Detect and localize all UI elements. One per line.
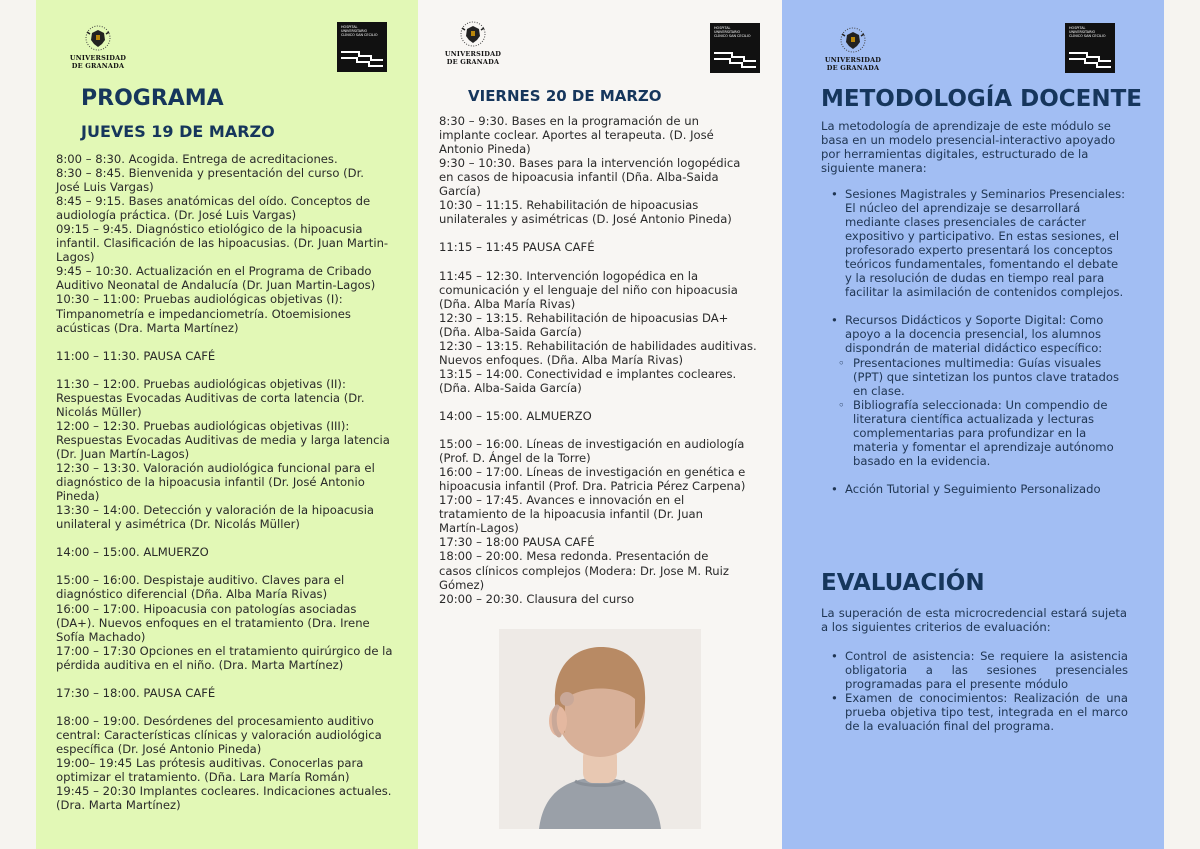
university-name-line1: UNIVERSIDAD — [69, 54, 127, 62]
schedule-line: 8:30 – 9:30. Bases en la programación de un — [439, 114, 699, 128]
university-logo-3 — [818, 26, 888, 72]
schedule-line: 18:00 – 20:00. Mesa redonda. Presentación de — [439, 549, 709, 564]
day1-schedule — [56, 152, 393, 812]
schedule-line: 16:00 – 17:00. Hipoacusia con patologías asociadas — [56, 601, 357, 616]
schedule-line: (Dña. Alba-Saida García) — [439, 324, 582, 339]
schedule-line: 11:15 – 11:45 PAUSA CAFÉ — [439, 240, 595, 255]
schedule-line: Sofía Machado) — [56, 629, 146, 644]
schedule-line: en casos de hipoacusia infantil (Dña. Alba-Saida — [439, 170, 719, 185]
schedule-line: Antonio Pineda) — [439, 142, 531, 157]
schedule-line: 14:00 – 15:00. ALMUERZO — [439, 408, 592, 423]
schedule-line: comunicación y el lenguaje del niño con hipoacusia — [439, 282, 738, 297]
schedule-line: hipoacusia infantil (Prof. Dra. Patricia Pérez Carpena) — [439, 479, 746, 494]
schedule-line: José Luis Vargas) — [56, 180, 154, 195]
hospital-stairs-icon — [710, 49, 760, 71]
hospital-stairs-icon — [337, 48, 387, 70]
schedule-line: (Prof. D. Ángel de la Torre) — [439, 451, 591, 466]
methodology-item-sessions: • Sesiones Magistrales y Seminarios Presenciales: El núcleo del aprendizaje se desarrollará mediante clases presenciales de carácter expositivo y participativo. En estas sesiones, el profesorado experto presentará los conceptos teóricos fundamentales, fomentando el debate y la resolución de dudas en tiempo real para facilitar la asimilación de contenidos complejos. — [828, 187, 1128, 299]
schedule-line: 17:00 – 17:45. Avances e innovación en el — [439, 493, 685, 508]
schedule-line: 16:00 – 17:00. Líneas de investigación en genética e — [439, 465, 746, 480]
evaluation-item-attendance: • Control de asistencia: Se requiere la asistencia obligatoria a las sesiones presenciales programadas para el presente módulo — [828, 649, 1128, 691]
schedule-line — [439, 226, 757, 240]
schedule-line: 20:00 – 20:30. Clausura del curso — [439, 591, 635, 606]
schedule-line: tratamiento de la hipoacusia infantil (Dr. Juan — [439, 507, 703, 522]
schedule-line — [439, 423, 757, 437]
schedule-line — [56, 559, 393, 573]
schedule-line: 15:00 – 16:00. Líneas de investigación en audiología — [439, 437, 745, 452]
schedule-line: unilaterales y asimétricas (D. José Antonio Pineda) — [439, 212, 732, 227]
schedule-line: (Dr. Juan Martín-Lagos) — [56, 446, 190, 461]
evaluation-item-exam: • Examen de conocimientos: Realización de una prueba objetiva tipo test, integrada en el marco de la evaluación final del programa. — [828, 691, 1128, 733]
resources-subitem-presentations: ◦ Presentaciones multimedia: Guías visuales (PPT) que sintetizan los puntos clave tratados en clase. — [836, 356, 1128, 398]
schedule-line: 8:30 – 8:45. Bienvenida y presentación del curso (Dr. — [56, 166, 364, 181]
methodology-title: METODOLOGÍA DOCENTE — [821, 86, 1143, 112]
methodology-item-resources: • Recursos Didácticos y Soporte Digital: Como apoyo a la docencia presencial, los alumnos dispondrán de material didáctico específico: — [828, 313, 1128, 355]
methodology-list — [828, 187, 1128, 496]
day2-schedule — [439, 114, 757, 606]
evaluation-intro: La superación de esta microcredencial estará sujeta a los siguientes criterios de evaluación: — [821, 606, 1127, 635]
schedule-line: Auditivo Neonatal de Andalucía (Dr. Juan Martin-Lagos) — [56, 278, 376, 293]
university-crest-icon — [840, 26, 866, 56]
schedule-line: Nuevos enfoques. (Dña. Alba María Rivas) — [439, 352, 684, 367]
hospital-name: HOSPITAL UNIVERSITARIO CLÍNICO SAN CECILIO — [1069, 26, 1106, 38]
schedule-line — [439, 254, 757, 268]
schedule-line: optimizar el tratamiento. (Dña. Lara María Román) — [56, 770, 350, 785]
program-title: PROGRAMA — [81, 86, 224, 111]
schedule-line: (Dra. Marta Martínez) — [56, 798, 181, 813]
resources-sublist — [828, 356, 1128, 468]
schedule-line: 11:00 – 11:30. PAUSA CAFÉ — [56, 348, 216, 363]
schedule-line — [56, 531, 393, 545]
schedule-line: 19:45 – 20:30 Implantes cocleares. Indicaciones actuales. — [56, 784, 392, 799]
schedule-line: 19:00– 19:45 Las prótesis auditivas. Conocerlas para — [56, 756, 364, 771]
schedule-line: 15:00 – 16:00. Despistaje auditivo. Claves para el — [56, 573, 345, 588]
schedule-line: Gómez) — [439, 577, 485, 592]
university-name-line2: DE GRANADA — [446, 58, 500, 66]
schedule-line: Respuestas Evocadas Auditivas de media y larga latencia — [56, 432, 390, 447]
schedule-line: 9:45 – 10:30. Actualización en el Programa de Cribado — [56, 264, 372, 279]
university-crest-icon — [460, 20, 486, 50]
evaluation-title: EVALUACIÓN — [821, 570, 985, 596]
schedule-line: Pineda) — [56, 489, 100, 504]
methodology-intro: La metodología de aprendizaje de este módulo se basa en un modelo presencial-interactivo apoyado por herramientas digitales, estructurado de la siguiente manera: — [821, 119, 1116, 176]
schedule-line: (DA+). Nuevos enfoques en el tratamiento (Dra. Irene — [56, 615, 370, 630]
hospital-stairs-icon — [1065, 49, 1115, 71]
university-crest-icon — [85, 24, 111, 54]
schedule-line: 12:30 – 13:15. Rehabilitación de hipoacusias DA+ — [439, 310, 729, 325]
schedule-line: específica (Dr. José Antonio Pineda) — [56, 741, 262, 756]
university-name-line1: UNIVERSIDAD — [824, 56, 882, 64]
university-logo-2 — [438, 20, 508, 66]
schedule-line: pérdida auditiva en el niño. (Dra. Marta Martínez) — [56, 657, 344, 672]
schedule-line: 17:30 – 18:00. PAUSA CAFÉ — [56, 685, 216, 700]
schedule-line: 17:30 – 18:00 PAUSA CAFÉ — [439, 535, 595, 550]
schedule-line: diagnóstico diferencial (Dña. Alba María Rivas) — [56, 587, 328, 602]
schedule-line: Lagos) — [56, 250, 95, 265]
schedule-line: 13:15 – 14:00. Conectividad e implantes cocleares. — [439, 366, 737, 381]
schedule-line: unilateral y asimétrica (Dr. Nicolás Müller) — [56, 517, 300, 532]
schedule-line: 11:45 – 12:30. Intervención logopédica en la — [439, 268, 699, 283]
resources-subitem-bibliography: ◦ Bibliografía seleccionada: Un compendio de literatura científica actualizada y lecturas complementarias para profundizar en la materia y fomentar el aprendizaje autónomo basado en la evidencia. — [836, 398, 1128, 468]
schedule-line: 12:00 – 12:30. Pruebas audiológicas objetivas (III): — [56, 418, 350, 433]
schedule-line: 8:00 – 8:30. Acogida. Entrega de acreditaciones. — [56, 152, 338, 166]
university-name-line2: DE GRANADA — [71, 62, 125, 70]
schedule-line: implante coclear. Aportes al terapeuta. (D. José — [439, 128, 714, 143]
hospital-name: HOSPITAL UNIVERSITARIO CLÍNICO SAN CECILIO — [341, 25, 378, 37]
schedule-line: 14:00 – 15:00. ALMUERZO — [56, 545, 209, 560]
schedule-line: acústicas (Dra. Marta Martínez) — [56, 320, 239, 335]
university-logo — [63, 24, 133, 70]
schedule-line: Timpanometría e impedanciometría. Otoemisiones — [56, 306, 351, 321]
schedule-line — [439, 395, 757, 409]
schedule-line: (Dña. Alba María Rivas) — [439, 296, 576, 311]
university-name-line2: DE GRANADA — [826, 64, 880, 72]
schedule-line: 17:00 – 17:30 Opciones en el tratamiento quirúrgico de la — [56, 643, 393, 658]
schedule-line: Martín-Lagos) — [439, 521, 519, 536]
schedule-line: 09:15 – 9:45. Diagnóstico etiológico de la hipoacusia — [56, 222, 363, 237]
schedule-line: 12:30 – 13:15. Rehabilitación de habilidades auditivas. — [439, 338, 757, 353]
hospital-logo — [337, 22, 387, 72]
hospital-name: HOSPITAL UNIVERSITARIO CLÍNICO SAN CECILIO — [714, 26, 751, 38]
methodology-item-tutorial: • Acción Tutorial y Seguimiento Personalizado — [828, 482, 1128, 496]
hospital-logo-3 — [1065, 23, 1115, 73]
day1-heading: JUEVES 19 DE MARZO — [81, 122, 275, 141]
schedule-line: 10:30 – 11:15. Rehabilitación de hipoacusias — [439, 198, 699, 213]
schedule-line — [56, 363, 393, 377]
schedule-line: 8:45 – 9:15. Bases anatómicas del oído. Conceptos de — [56, 194, 371, 209]
schedule-line: 18:00 – 19:00. Desórdenes del procesamiento auditivo — [56, 713, 374, 728]
schedule-line: Respuestas Evocadas Auditivas de corta latencia (Dr. — [56, 390, 365, 405]
schedule-line: diagnóstico de la hipoacusia infantil (Dr. José Antonio — [56, 475, 365, 490]
hospital-logo-2 — [710, 23, 760, 73]
schedule-line: 9:30 – 10:30. Bases para la intervención logopédica — [439, 156, 741, 171]
schedule-line — [56, 700, 393, 714]
schedule-line: García) — [439, 184, 481, 199]
schedule-line: casos clínicos complejos (Modera: Dr. Jose M. Ruiz — [439, 563, 729, 578]
schedule-line: audiología práctica. (Dr. José Luis Vargas) — [56, 208, 297, 223]
schedule-line: (Dña. Alba-Saida García) — [439, 380, 582, 395]
schedule-line: central: Características clínicas y valoración audiológica — [56, 727, 382, 742]
university-name-line1: UNIVERSIDAD — [444, 50, 502, 58]
schedule-line: Nicolás Müller) — [56, 404, 142, 419]
day2-heading: VIERNES 20 DE MARZO — [468, 87, 662, 105]
schedule-line — [56, 335, 393, 349]
schedule-line: 10:30 – 11:00: Pruebas audiológicas objetivas (I): — [56, 292, 343, 307]
schedule-line: infantil. Clasificación de las hipoacusias. (Dr. Juan Martin- — [56, 236, 389, 251]
schedule-line: 11:30 – 12:00. Pruebas audiológicas objetivas (II): — [56, 376, 346, 391]
child-cochlear-implant-photo — [499, 629, 701, 829]
evaluation-list — [828, 649, 1128, 733]
schedule-line: 13:30 – 14:00. Detección y valoración de la hipoacusia — [56, 503, 375, 518]
schedule-line: 12:30 – 13:30. Valoración audiológica funcional para el — [56, 461, 375, 476]
schedule-line — [56, 672, 393, 686]
